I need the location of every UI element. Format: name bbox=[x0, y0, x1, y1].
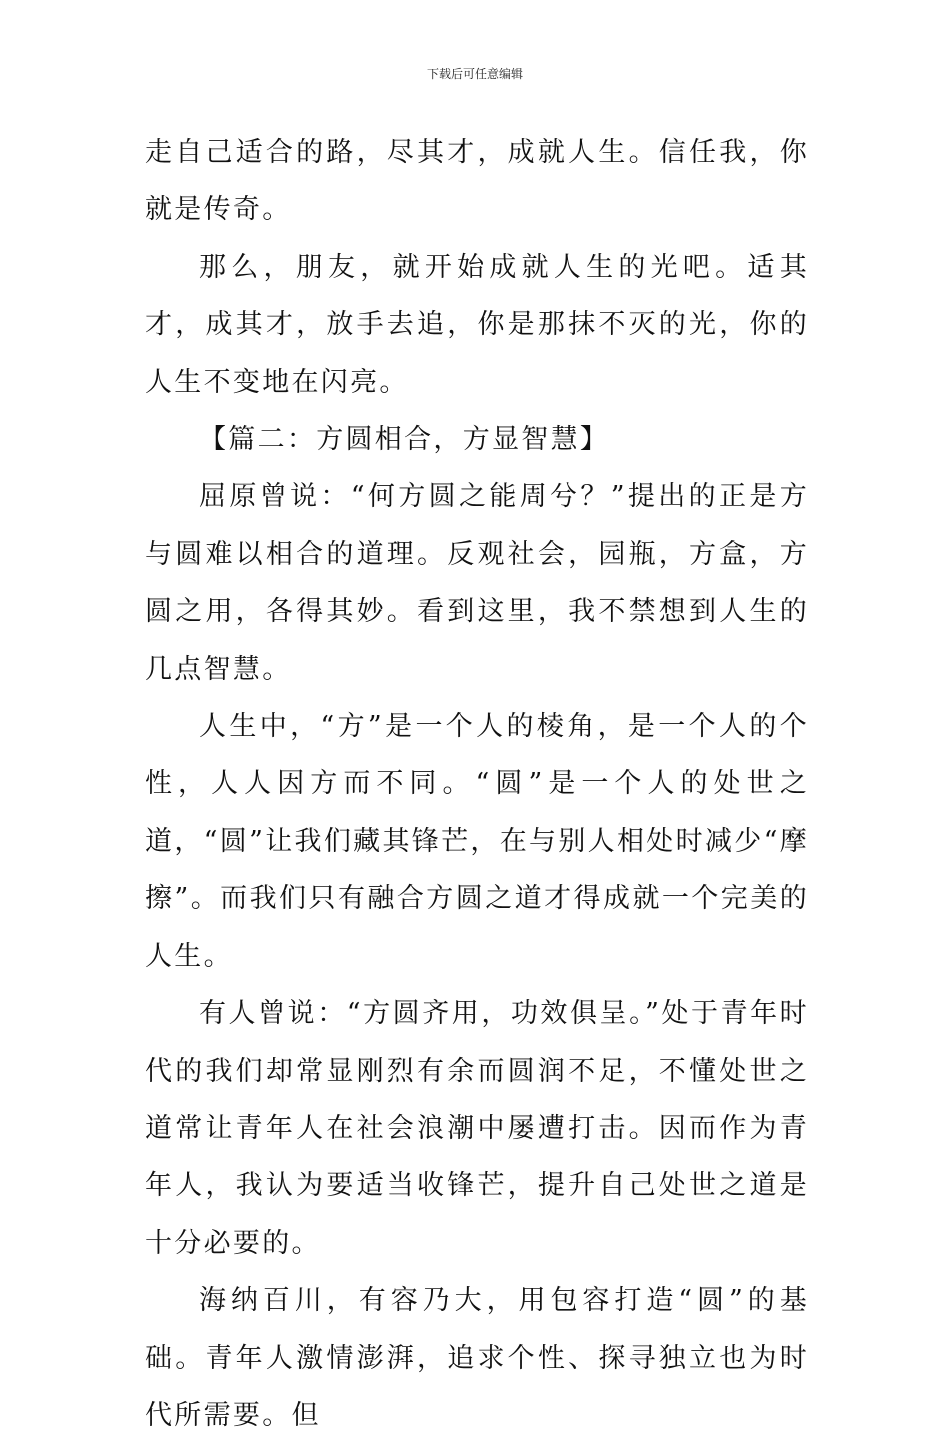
section-heading: 【篇二：方圆相合，方显智慧】 bbox=[199, 424, 610, 456]
paragraph: 人生中，“方”是一个人的棱角，是一个人的个性，人人因方而不同。“圆”是一个人的处世之道，“圆”让我们藏其锋芒，在与别人相处时减少“摩擦”。而我们只有融合方圆之道才得成就一个完美的人生。 bbox=[145, 711, 809, 972]
paragraph: 海纳百川，有容乃大，用包容打造“圆”的基础。青年人激情澎湃，追求个性、探寻独立也为时代所需要。但 bbox=[145, 1285, 809, 1431]
paragraph-continuation: 走自己适合的路，尽其才，成就人生。信任我，你就是传奇。 bbox=[145, 137, 809, 226]
page-header: 下载后可任意编辑 bbox=[426, 67, 523, 81]
paragraph: 有人曾说：“方圆齐用，功效俱呈。”处于青年时代的我们却常显刚烈有余而圆润不足，不懂处世之道常让青年人在社会浪潮中屡遭打击。因而作为青年人，我认为要适当收锋芒，提升自己处世之道是十分必要的。 bbox=[145, 998, 809, 1259]
paragraph: 屈原曾说：“何方圆之能周兮？”提出的正是方与圆难以相合的道理。反观社会，园瓶，方盒，方圆之用，各得其妙。看到这里，我不禁想到人生的几点智慧。 bbox=[145, 481, 809, 685]
paragraph-closing: 那么，朋友，就开始成就人生的光吧。适其才，成其才，放手去追，你是那抹不灭的光，你的人生不变地在闪亮。 bbox=[145, 251, 809, 398]
document-body bbox=[145, 124, 809, 1444]
